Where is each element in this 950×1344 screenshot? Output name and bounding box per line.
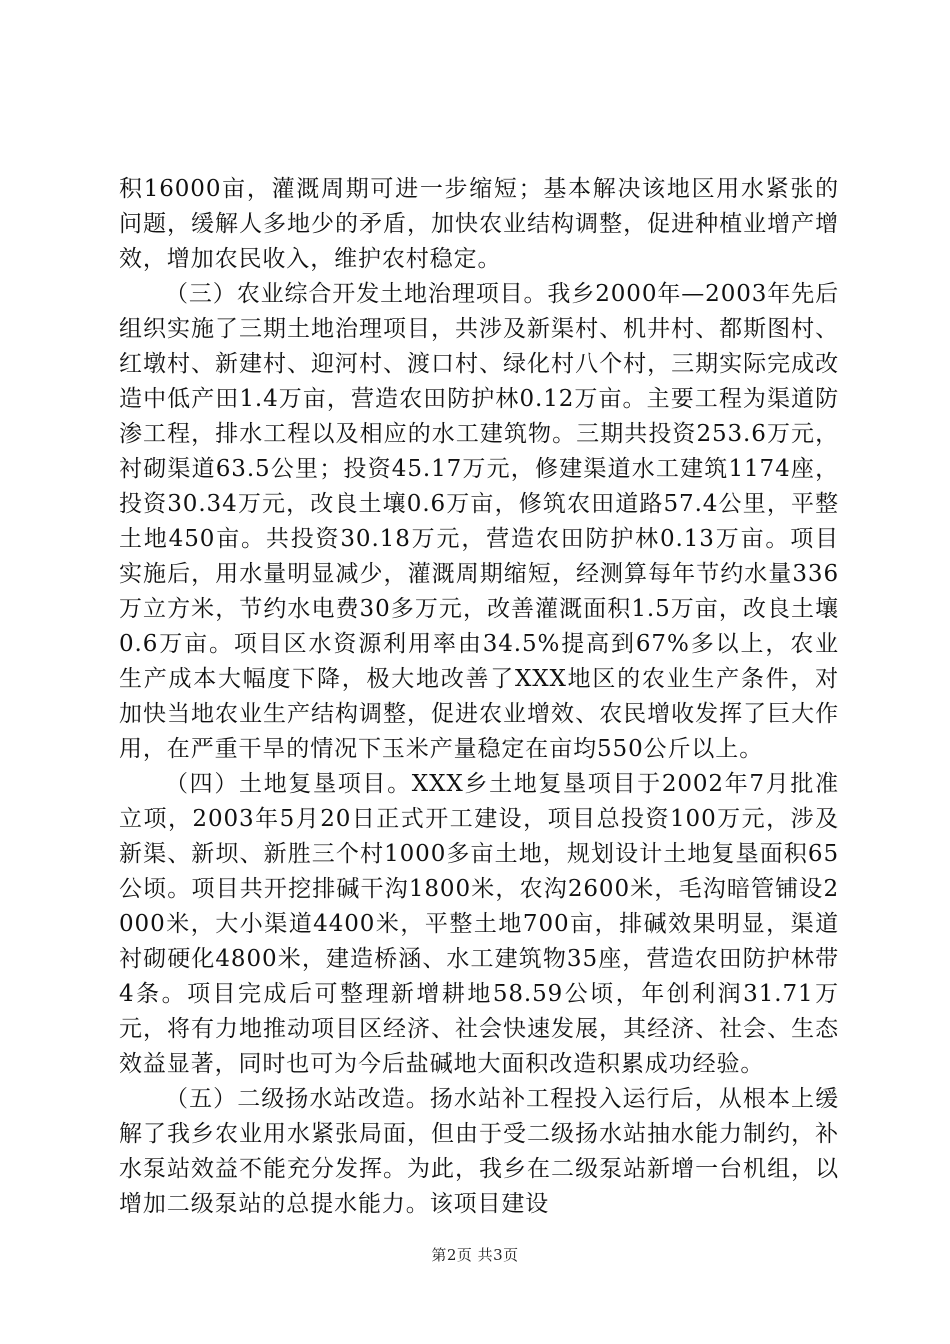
paragraph-continuation: 积16000亩，灌溉周期可进一步缩短；基本解决该地区用水紧张的问题，缓解人多地少的矛盾，加快农业结构调整，促进种植业增产增效，增加农民收入，维护农村稳定。	[119, 176, 839, 272]
page-number-footer: 第2页 共3页	[431, 1246, 519, 1264]
document-body	[119, 172, 839, 1222]
paragraph-land-reclamation-project: （四）土地复垦项目。XXX乡土地复垦项目于2002年7月批准立项，2003年5月20日正式开工建设，项目总投资100万元，涉及新渠、新坝、新胜三个村1000多亩土地，规划设计土地复垦面积65公顷。项目共开挖排碱干沟1800米，农沟2600米，毛沟暗管铺设2000米，大小渠道4400米，平整土地700亩，排碱效果明显，渠道衬砌硬化4800米，建造桥涵、水工建筑物35座，营造农田防护林带4条。项目完成后可整理新增耕地58.59公顷，年创利润31.71万元，将有力地推动项目区经济、社会快速发展，其经济、社会、生态效益显著，同时也可为今后盐碱地大面积改造积累成功经验。	[119, 771, 839, 1077]
paragraph-pumping-station-renovation: （五）二级扬水站改造。扬水站补工程投入运行后，从根本上缓解了我乡农业用水紧张局面，但由于受二级扬水站抽水能力制约，补水泵站效益不能充分发挥。为此，我乡在二级泵站新增一台机组，以增加二级泵站的总提水能力。该项目建设	[119, 1086, 839, 1217]
paragraph-land-treatment-project: （三）农业综合开发土地治理项目。我乡2000年—2003年先后组织实施了三期土地治理项目，共涉及新渠村、机井村、都斯图村、红墩村、新建村、迎河村、渡口村、绿化村八个村，三期实际完成改造中低产田1.4万亩，营造农田防护林0.12万亩。主要工程为渠道防渗工程，排水工程以及相应的水工建筑物。三期共投资253.6万元，衬砌渠道63.5公里；投资45.17万元，修建渠道水工建筑1174座，投资30.34万元，改良土壤0.6万亩，修筑农田道路57.4公里，平整土地450亩。共投资30.18万元，营造农田防护林0.13万亩。项目实施后，用水量明显减少，灌溉周期缩短，经测算每年节约水量336万立方米，节约水电费30多万元，改善灌溉面积1.5万亩，改良土壤0.6万亩。项目区水资源利用率由34.5%提高到67%多以上，农业生产成本大幅度下降，极大地改善了XXX地区的农业生产条件，对加快当地农业生产结构调整，促进农业增效、农民增收发挥了巨大作用，在严重干旱的情况下玉米产量稳定在亩均550公斤以上。	[119, 281, 839, 762]
